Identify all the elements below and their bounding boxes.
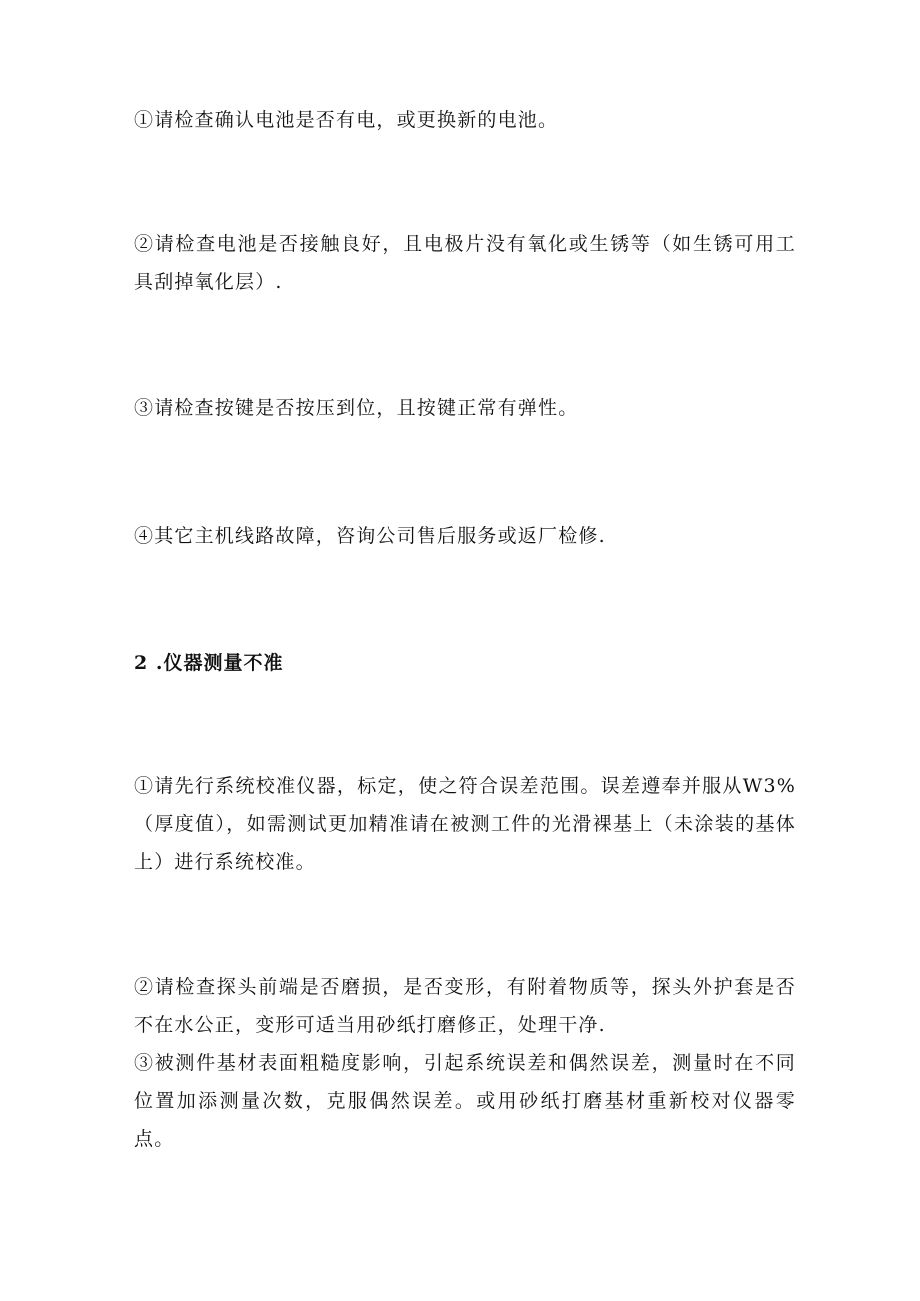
paragraph-check-buttons: ③请检查按键是否按压到位，且按键正常有弹性。 — [134, 397, 579, 419]
paragraph-system-calibration: ①请先行系统校准仪器，标定，使之符合误差范围。误差遵奉并服从W3%（厚度值），如需测试更加精准请在被测工件的光滑裸基上（未涂装的基体上）进行系统校准。 — [134, 775, 796, 873]
section-heading-inaccurate-measurement: 2 .仪器测量不准 — [134, 652, 284, 674]
paragraph-check-battery-power: ①请检查确认电池是否有电，或更换新的电池。 — [134, 109, 559, 131]
paragraph-check-battery-contact: ②请检查电池是否接触良好，且电极片没有氧化或生锈等（如生锈可用工具刮掉氧化层）. — [134, 233, 796, 293]
paragraph-check-probe: ②请检查探头前端是否磨损，是否变形，有附着物质等，探头外护套是否不在水公正，变形可适当用砂纸打磨修正，处理干净. — [134, 976, 796, 1036]
paragraph-substrate-roughness: ③被测件基材表面粗糙度影响，引起系统误差和偶然误差，测量时在不同位置加添测量次数，克服偶然误差。或用砂纸打磨基材重新校对仪器零点。 — [134, 1052, 796, 1150]
paragraph-circuit-fault: ④其它主机线路故障，咨询公司售后服务或返厂检修. — [134, 525, 606, 547]
